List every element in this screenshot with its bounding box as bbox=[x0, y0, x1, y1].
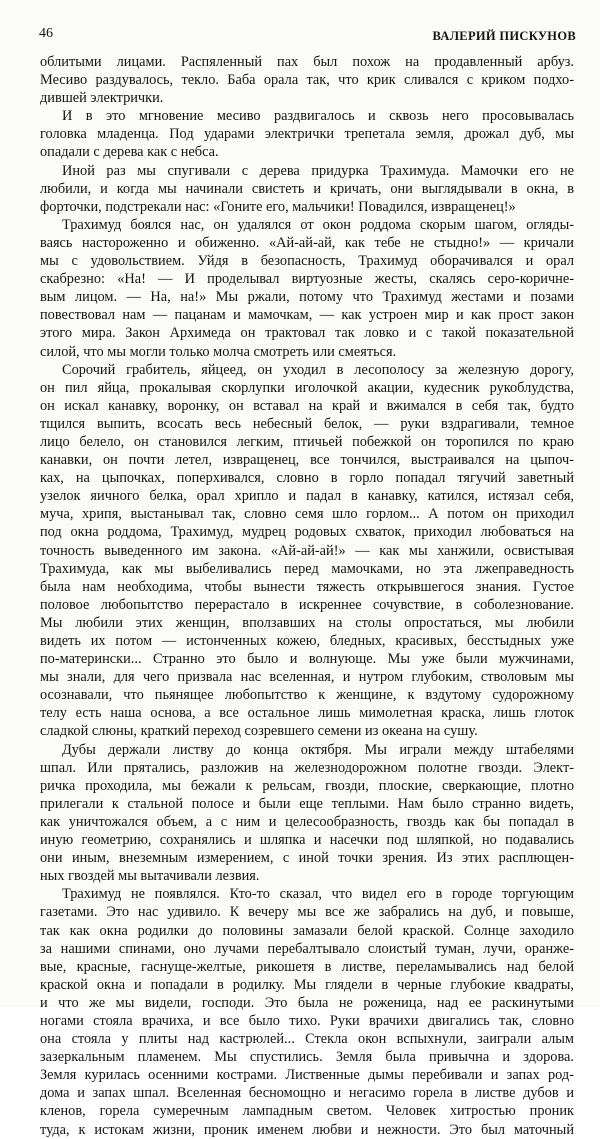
text-line: мы знали, для чего призвала нас вселенная, и нутром глубоким, стволовым мы bbox=[40, 669, 574, 686]
text-line: дома и запах шпал. Вселенная бесномощно и негасимо горела в листве дубов и bbox=[40, 1085, 574, 1102]
text-line: шпал. Или прятались, разложив на железнодорожном полотне гвозди. Элект- bbox=[40, 759, 574, 776]
text-line: муча, хрипя, выстанывал так, словно семя шло горлом... А потом он приходил bbox=[40, 506, 574, 523]
text-line: ричка проходила, мы бежали к рельсам, гвозди, плоские, сверкающие, плотно bbox=[40, 777, 574, 794]
text-line: он пил яйца, прокалывая скорлупки иголочкой акации, кудесник рукоблудства, bbox=[40, 379, 574, 396]
text-line: видеть их потом — истонченных кожею, бледных, красивых, бесстыдных уже bbox=[40, 633, 574, 649]
text-line: осознавали, что пьянящее любопытство к женщине, к вздутому судорожному bbox=[40, 687, 574, 704]
text-line: ногами стояла врачиха, и все было тихо. Руки врачихи двигались так, словно bbox=[40, 1012, 574, 1029]
text-line: они иным, внеземным измерением, с иной точки зрения. Из этих расплющен- bbox=[40, 850, 574, 867]
text-line: сладкой слюны, краткий переход созревшего семени из океана на сушу. bbox=[40, 723, 478, 740]
text-line: лицо белело, он становился легким, птичьей побежкой он торопился по краю bbox=[40, 433, 574, 450]
text-line: головка младенца. Под ударами электрички трепетала земля, дрожал дуб, мы bbox=[40, 126, 574, 143]
text-line: и что же мы видели, господи. Это была не роженица, над ее раскинутыми bbox=[40, 994, 574, 1011]
text-line: иную геометрию, сохранялись и шляпка и насечки под шляпкой, но подавались bbox=[40, 832, 574, 849]
text-line: так как окна родилки до половины замазали белой краской. Солнце заходило bbox=[40, 922, 574, 939]
text-line: он искал канавку, воронку, он вставал на край и вжимался в себя так, будто bbox=[40, 397, 574, 414]
text-line: под окна роддома, Трахимуд, мудрец родовых схваток, приходил любоваться на bbox=[40, 524, 574, 541]
text-line: вые, красные, гаснуще-желтые, рикошетя в листве, переламывались над белой bbox=[40, 958, 574, 975]
text-line: Мы любили этих женщин, вползавших на столы опростаться, мы любили bbox=[40, 614, 574, 631]
text-line: зазеркальным пламенем. Мы спустились. Земля была привычна и здорова. bbox=[40, 1049, 574, 1066]
text-line: ных гвоздей мы вытачивали лезвия. bbox=[40, 868, 260, 885]
text-line: была нам необходима, чтобы вынести тяжесть открывшегося знания. Густое bbox=[40, 578, 574, 595]
text-line: телу есть наша основа, а все остальное лишь мимолетная краска, лишь глоток bbox=[40, 705, 574, 722]
text-line: канавки, он почти летел, извращенец, все тончился, выстраивался на цыпоч- bbox=[40, 452, 574, 469]
text-line: за нашими спинами, оно лучами перебалтывало слоистый туман, лучи, оранже- bbox=[40, 940, 574, 957]
text-line: Дубы держали листву до конца октября. Мы играли между штабелями bbox=[62, 741, 574, 758]
text-line: скабрезно: «На! — И проделывал виртуозные жесты, скалясь серо-коричне- bbox=[40, 271, 574, 288]
text-line: газетами. Это нас удивило. К вечеру мы все же забрались на дуб, и повыше, bbox=[40, 904, 574, 921]
body-text bbox=[40, 53, 574, 1139]
running-head-author: ВАЛЕРИЙ ПИСКУНОВ bbox=[432, 29, 576, 43]
text-line: любили, и когда мы начинали свистеть и кричать, они выглядывали в окна, в bbox=[40, 180, 574, 197]
text-line: прилегали к стальной полосе и были еще теплыми. Нам было странно видеть, bbox=[40, 795, 574, 812]
text-line: краской окна и попадали в родилку. Мы глядели в черные глубокие квадраты, bbox=[40, 976, 574, 993]
text-line: И в это мгновение месиво раздвигалось и сквозь него просовывалась bbox=[62, 108, 574, 125]
text-line: узелок яичного белка, орал хрипло и падал в канавку, катился, истязал себя, bbox=[40, 488, 574, 505]
text-line: Трахимуд боялся нас, он удалялся от окон роддома скорым шагом, огляды- bbox=[62, 216, 574, 233]
text-line: опадали с дерева как с небса. bbox=[40, 144, 219, 161]
text-line: форточки, подстрекали нас: «Гоните его, мальчики! Повадился, извращенец!» bbox=[40, 198, 516, 215]
text-line: Земля курилась осенними кострами. Лиственные дымы перебивали и запах род- bbox=[40, 1067, 574, 1084]
text-line: ках, на цыпочках, поперхивался, словно в горло попадал тягучий заветный bbox=[40, 470, 574, 487]
text-line: кленов, горела сумеречным лампадным светом. Человек хитростью проник bbox=[40, 1103, 574, 1120]
text-line: Трахимуда, как мы выбеливались перед мамочками, но эта лжеправедность bbox=[40, 560, 574, 577]
text-line: дившей электрички. bbox=[40, 90, 164, 107]
text-line: по-матерински... Странно это было и волнующе. Мы уже были мужчинами, bbox=[40, 651, 574, 668]
text-line: как уничтожался объем, а с ним и целесообразность, гвоздь как бы попадал в bbox=[40, 813, 574, 830]
text-line: повествовал нам — пацанам и мамочкам, — как устроен мир и как прост закон bbox=[40, 307, 574, 324]
text-line: туда, к истокам жизни, проник именем любви и нежности. Это был маточный bbox=[40, 1121, 574, 1138]
text-line: половое любопытство перерастало в искреннее сочувствие, в соболезнование. bbox=[40, 596, 574, 613]
page-number: 46 bbox=[39, 26, 53, 41]
text-line: Иной раз мы спугивали с дерева придурка Трахимуда. Мамочки его не bbox=[62, 162, 574, 179]
text-line: ваясь настороженно и обиженно. «Ай-ай-ай, как тебе не стыдно!» — кричали bbox=[40, 234, 574, 251]
text-line: тщился выпить, всосать весь небесный белок, — руки вздрагивали, темное bbox=[40, 415, 574, 432]
text-line: Месиво раздувалось, текло. Баба орала так, что крик сливался с криком подхо- bbox=[40, 72, 574, 89]
text-line: облитыми лицами. Распяленный пах был похож на продавленный арбуз. bbox=[40, 54, 574, 70]
text-line: силой, что мы могли только молча смотреть или смеяться. bbox=[40, 343, 397, 360]
text-line: Трахимуд не появлялся. Кто-то сказал, что видел его в городе торгующим bbox=[62, 886, 574, 903]
text-line: мы с удовольствием. Уйдя в безопасность, Трахимуд оборачивался и орал bbox=[40, 253, 574, 270]
text-line: точность выведенного им закона. «Ай-ай-ай!» — как мы ханжили, освистывая bbox=[40, 542, 574, 559]
text-line: Сорочий грабитель, яйцеед, он уходил в лесополосу за железную дорогу, bbox=[62, 361, 574, 378]
text-line: этого мира. Закон Архимеда он трактовал так ловко и с такой показательной bbox=[40, 325, 574, 342]
text-line: она стояла у плиты над кастрюлей... Стекла окон вспыхнули, заиграли алым bbox=[40, 1031, 574, 1048]
text-line: вым лицом. — На, на!» Мы ржали, потому что Трахимуд жестами и позами bbox=[40, 289, 574, 306]
